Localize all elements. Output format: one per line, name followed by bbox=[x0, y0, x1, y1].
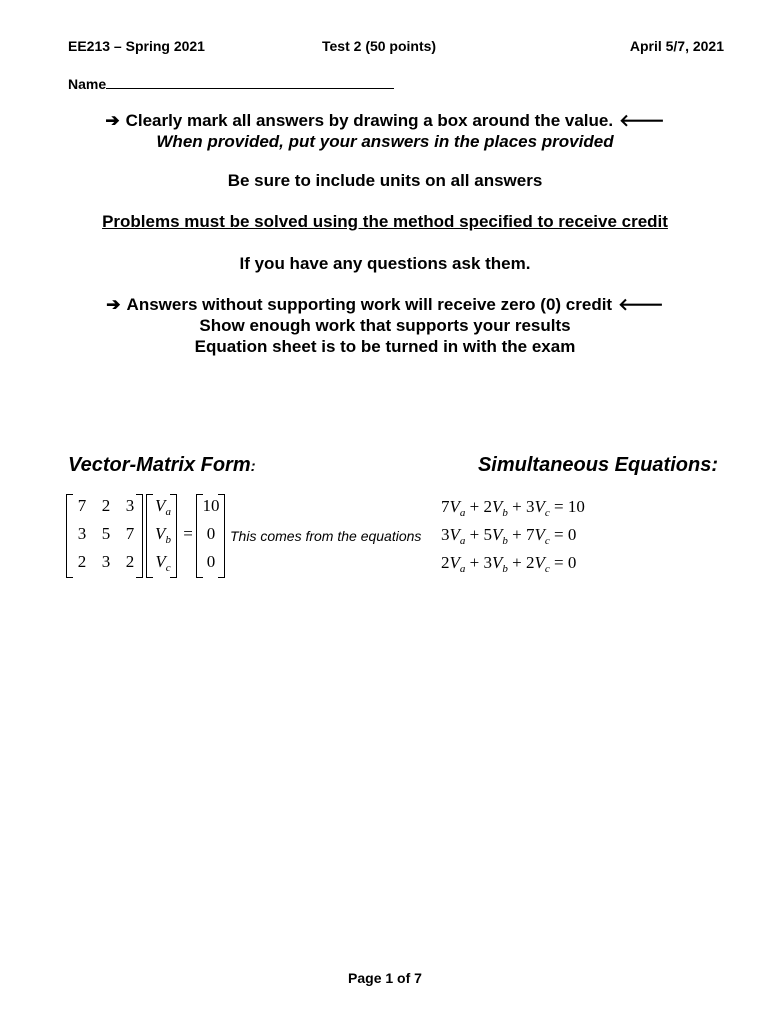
test-title: Test 2 (50 points) bbox=[322, 38, 437, 54]
vector-var-a: $V_a$ bbox=[155, 496, 171, 518]
equations-title: Simultaneous Equations: bbox=[477, 454, 718, 476]
rhs-value: 0 bbox=[206, 552, 216, 571]
matrix-cell: 3 bbox=[125, 496, 135, 515]
name-label: Name bbox=[68, 76, 107, 92]
matrix-form-title-text: Vector-Matrix Form bbox=[68, 454, 251, 476]
instruction-text-1: Clearly mark all answers by drawing a box around the value. bbox=[125, 111, 614, 130]
page-number: Page 1 of 7 bbox=[348, 970, 422, 986]
arrow-right-icon: ➔ bbox=[106, 295, 121, 314]
instruction-text-6: Answers without supporting work will receive zero (0) credit bbox=[126, 295, 613, 314]
matrix-cell: 2 bbox=[125, 552, 135, 571]
instruction-line-6 bbox=[0, 295, 770, 315]
instruction-line-8: Equation sheet is to be turned in with the exam bbox=[194, 337, 576, 356]
equations-note: This comes from the equations bbox=[230, 528, 422, 544]
matrix-cell: 2 bbox=[77, 552, 87, 571]
matrix-cell: 2 bbox=[101, 496, 111, 515]
instruction-line-2: When provided, put your answers in the places provided bbox=[156, 132, 614, 151]
instruction-line-3: Be sure to include units on all answers bbox=[227, 171, 543, 190]
matrix-cell: 3 bbox=[101, 552, 111, 571]
course-label: EE213 – Spring 2021 bbox=[68, 38, 205, 54]
arrow-right-icon: ➔ bbox=[105, 111, 120, 130]
instruction-line-5: If you have any questions ask them. bbox=[239, 254, 531, 273]
matrix-cell: 7 bbox=[77, 496, 87, 515]
equation-row: $2V_a + 3V_b + 2V_c = 0$ bbox=[441, 553, 577, 575]
arrow-left-icon: 🡐 bbox=[618, 295, 664, 314]
matrix-cell: 7 bbox=[125, 524, 135, 543]
equation-row: $7V_a + 2V_b + 3V_c = 10$ bbox=[441, 497, 585, 519]
name-line[interactable] bbox=[106, 76, 394, 89]
equals-sign: = bbox=[183, 524, 193, 543]
test-date: April 5/7, 2021 bbox=[629, 38, 724, 54]
matrix-cell: 5 bbox=[101, 524, 111, 543]
instruction-line-1 bbox=[0, 111, 770, 131]
rhs-value: 10 bbox=[202, 496, 220, 515]
name-field[interactable] bbox=[68, 76, 394, 92]
instruction-line-7: Show enough work that supports your results bbox=[199, 316, 571, 335]
equation-row: $3V_a + 5V_b + 7V_c = 0$ bbox=[441, 525, 577, 547]
vector-var-c: $V_c$ bbox=[155, 552, 171, 574]
matrix-cell: 3 bbox=[77, 524, 87, 543]
rhs-value: 0 bbox=[206, 524, 216, 543]
arrow-left-icon: 🡐 bbox=[619, 111, 665, 130]
matrix-form-colon: : bbox=[250, 458, 256, 475]
matrix-form-title bbox=[68, 454, 256, 477]
vector-matrix bbox=[66, 492, 236, 582]
instruction-line-4: Problems must be solved using the method specified to receive credit bbox=[102, 212, 668, 231]
vector-var-b: $V_b$ bbox=[155, 524, 171, 546]
